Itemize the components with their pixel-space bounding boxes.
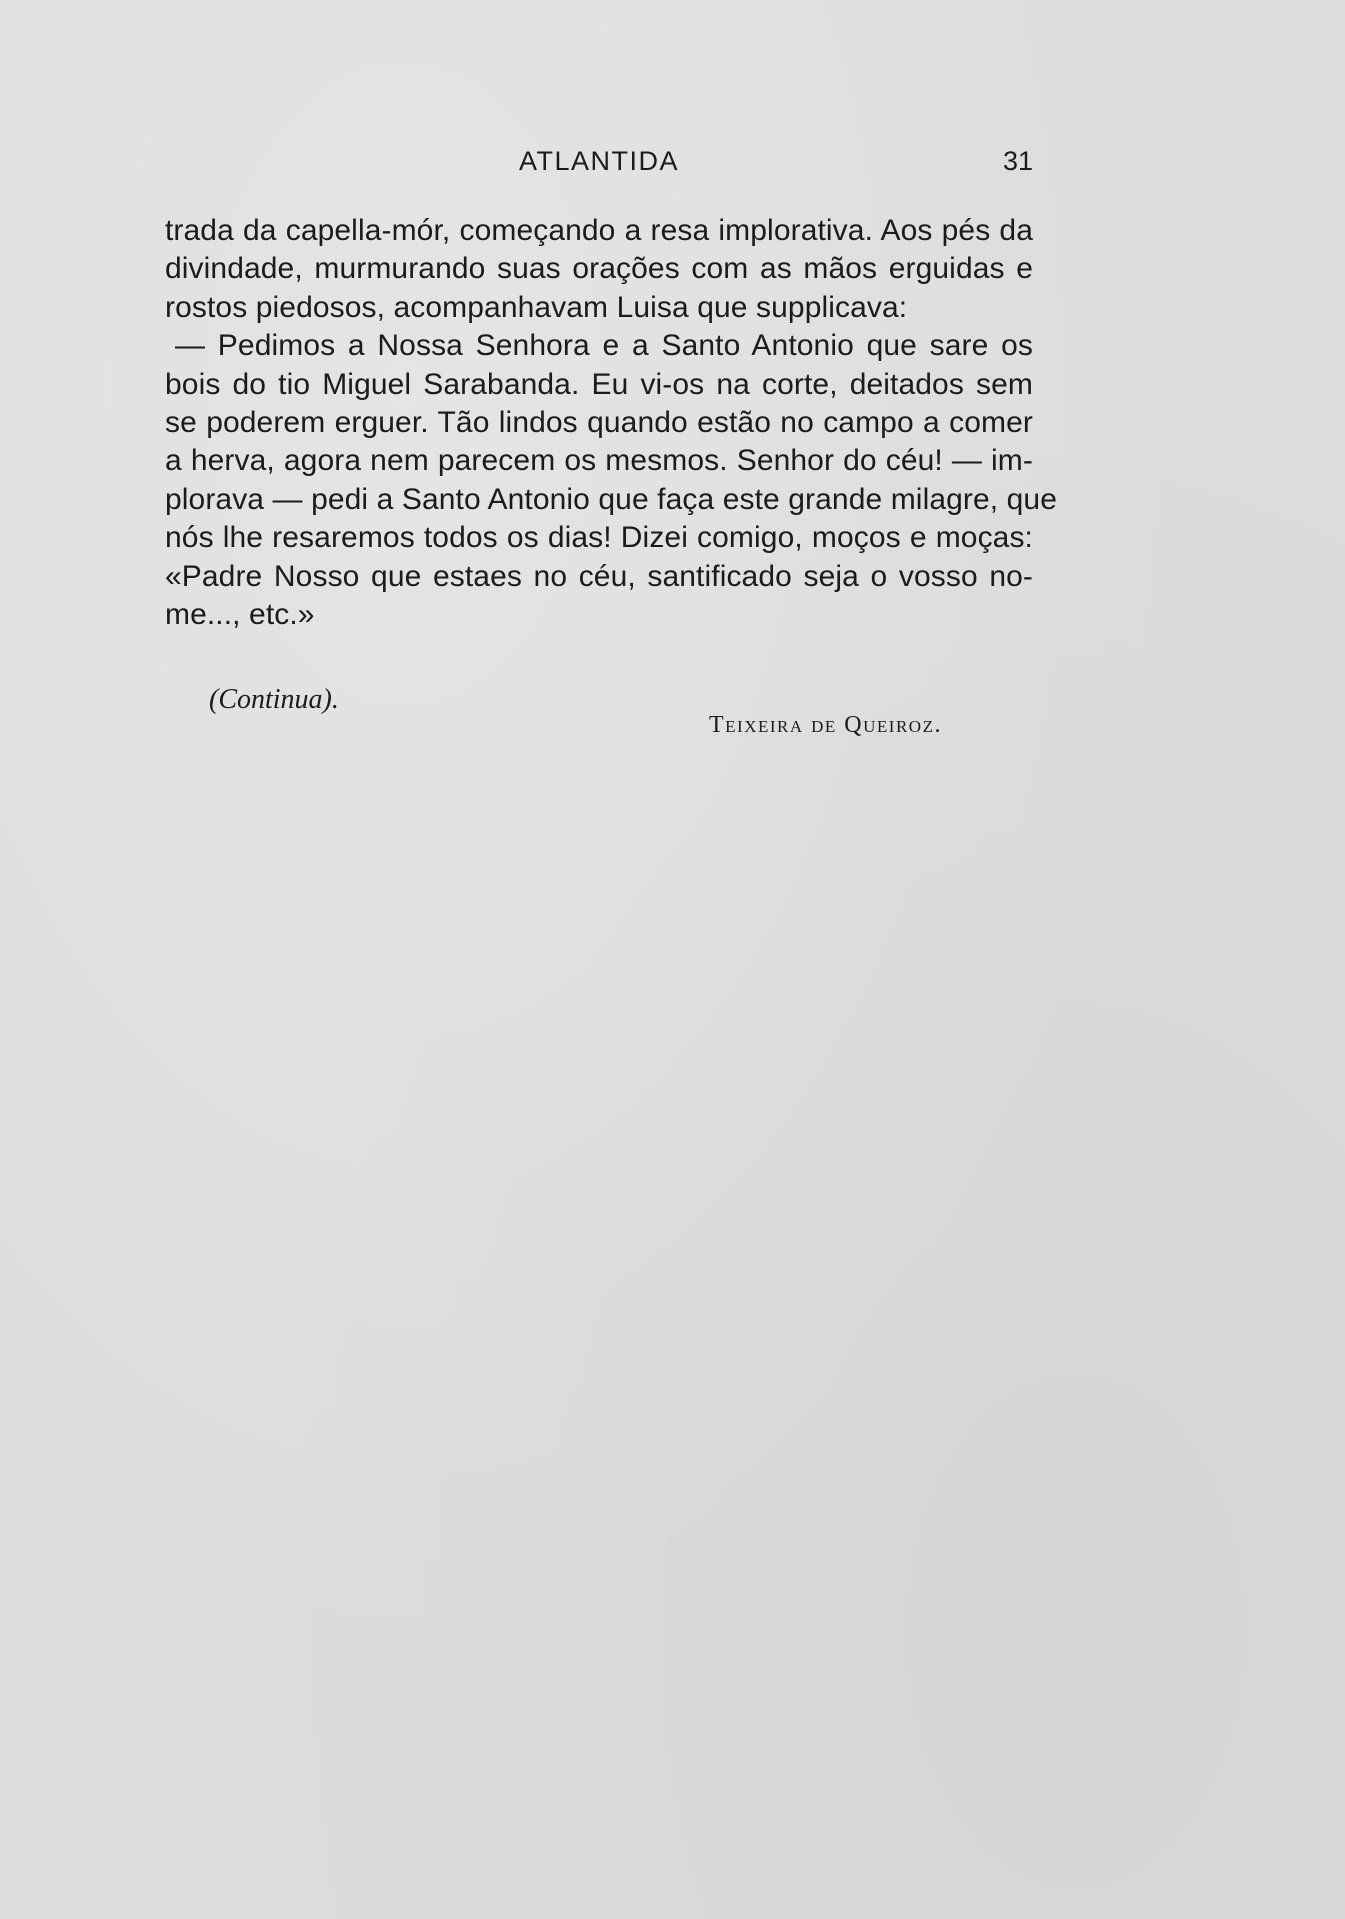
text-line: se poderem erguer. Tão lindos quando estão no campo a comer (165, 405, 1033, 439)
text-line: a herva, agora nem parecem os mesmos. Senhor do céu! — im- (165, 444, 1033, 478)
text-line: me..., etc.» (165, 597, 315, 631)
text-line: trada da capella-mór, começando a resa implorativa. Aos pés da (165, 214, 1033, 247)
page-number: 31 (1002, 146, 1033, 176)
text-line: «Padre Nosso que estaes no céu, santificado seja o vosso no- (165, 559, 1033, 593)
text-line: divindade, murmurando suas orações com as mãos erguidas e (165, 252, 1033, 286)
author-signature: Teixeira de Queiroz. (709, 712, 942, 738)
running-title: ATLANTIDA (518, 146, 680, 176)
text-line: plorava — pedi a Santo Antonio que faça este grande milagre, que (165, 482, 1057, 516)
body-text (165, 212, 1057, 634)
text-line: rostos piedosos, acompanhavam Luisa que supplicava: (165, 290, 908, 324)
text-line: bois do tio Miguel Sarabanda. Eu vi-os na corte, deitados sem (165, 367, 1033, 401)
text-line: — Pedimos a Nossa Senhora e a Santo Antonio que sare os (175, 329, 1033, 363)
text-line: nós lhe resaremos todos os dias! Dizei comigo, moços e moças: (165, 521, 1033, 555)
running-head (165, 146, 1033, 186)
continua-note: (Continua). (209, 684, 339, 715)
